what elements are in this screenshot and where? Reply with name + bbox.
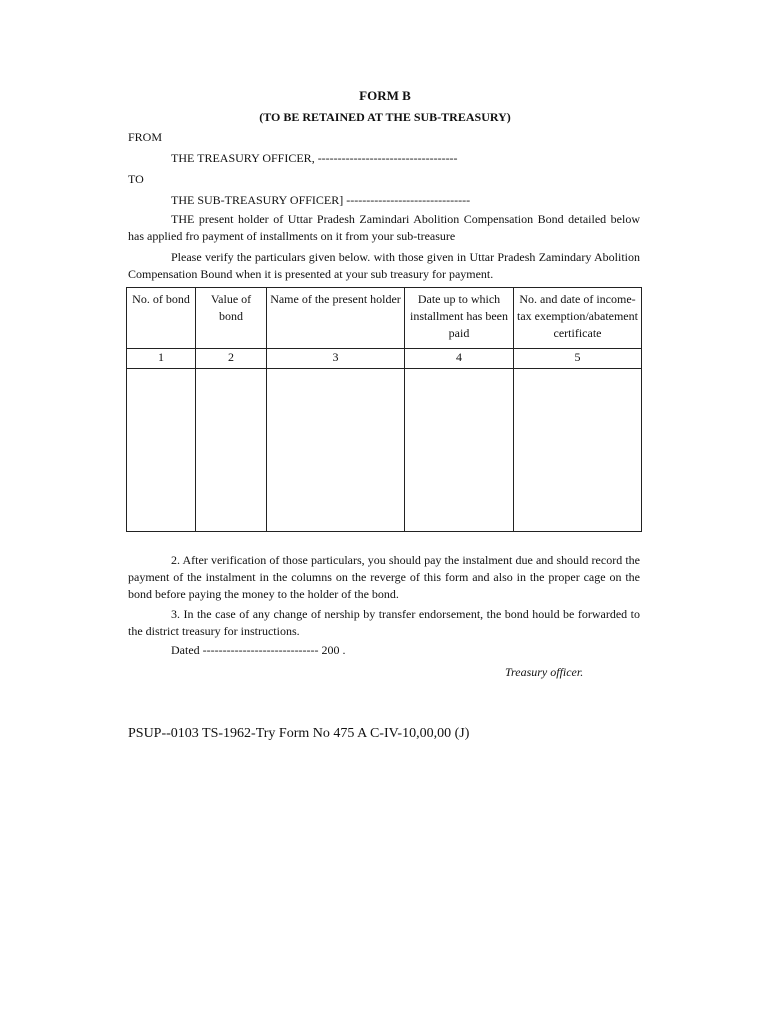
header-no-of-bond: No. of bond xyxy=(127,288,196,349)
intro-text: THE present holder of Uttar Pradesh Zamindari Abolition Compensation Bond detailed below has applied fro payment of installments on it from your sub-treasure xyxy=(128,212,640,243)
blank-cell[interactable] xyxy=(127,369,196,532)
column-number: 2 xyxy=(196,349,267,369)
verify-text: Please verify the particulars given below. with those given in Uttar Pradesh Zamindary Abolition Compensation Bound when it is presented at your sub treasury for payment. xyxy=(128,250,640,281)
header-date-paid: Date up to which installment has been paid xyxy=(405,288,514,349)
instruction-paragraph-3 xyxy=(128,606,640,640)
verify-paragraph xyxy=(128,249,640,283)
dated-line: Dated ----------------------------- 200 . xyxy=(171,643,346,657)
column-number: 4 xyxy=(405,349,514,369)
form-title: FORM B xyxy=(359,88,411,103)
table-blank-row xyxy=(127,369,642,532)
from-value: THE TREASURY OFFICER, ----------------------------------- xyxy=(171,151,458,165)
header-certificate: No. and date of income-tax exemption/abatement certificate xyxy=(514,288,642,349)
blank-cell[interactable] xyxy=(267,369,405,532)
signature-label: Treasury officer. xyxy=(505,665,584,679)
from-label: FROM xyxy=(128,130,163,144)
table-header-row xyxy=(127,288,642,349)
blank-cell[interactable] xyxy=(405,369,514,532)
table-number-row xyxy=(127,349,642,369)
column-number: 3 xyxy=(267,349,405,369)
to-label: TO xyxy=(128,172,144,186)
to-value: THE SUB-TREASURY OFFICER] ------------------------------- xyxy=(171,193,471,207)
column-number: 5 xyxy=(514,349,642,369)
blank-cell[interactable] xyxy=(196,369,267,532)
header-present-holder: Name of the present holder xyxy=(267,288,405,349)
blank-cell[interactable] xyxy=(514,369,642,532)
instruction-text-3: 3. In the case of any change of nership by transfer endorsement, the bond hould be forwarded to the district treasury for instructions. xyxy=(128,607,640,638)
intro-paragraph xyxy=(128,211,640,245)
bond-details-table xyxy=(126,287,642,532)
instruction-paragraph-2 xyxy=(128,552,640,603)
header-value-of-bond: Value of bond xyxy=(196,288,267,349)
form-footer-code: PSUP--0103 TS-1962-Try Form No 475 A C-IV-10,00,00 (J) xyxy=(128,726,470,741)
instruction-text-2: 2. After verification of those particulars, you should pay the instalment due and should record the payment of the instalment in the columns on the reverge of this form and also in the proper cage on the bond before paying the money to the holder of the bond. xyxy=(128,553,640,601)
form-subtitle: (TO BE RETAINED AT THE SUB-TREASURY) xyxy=(259,110,511,124)
column-number: 1 xyxy=(127,349,196,369)
